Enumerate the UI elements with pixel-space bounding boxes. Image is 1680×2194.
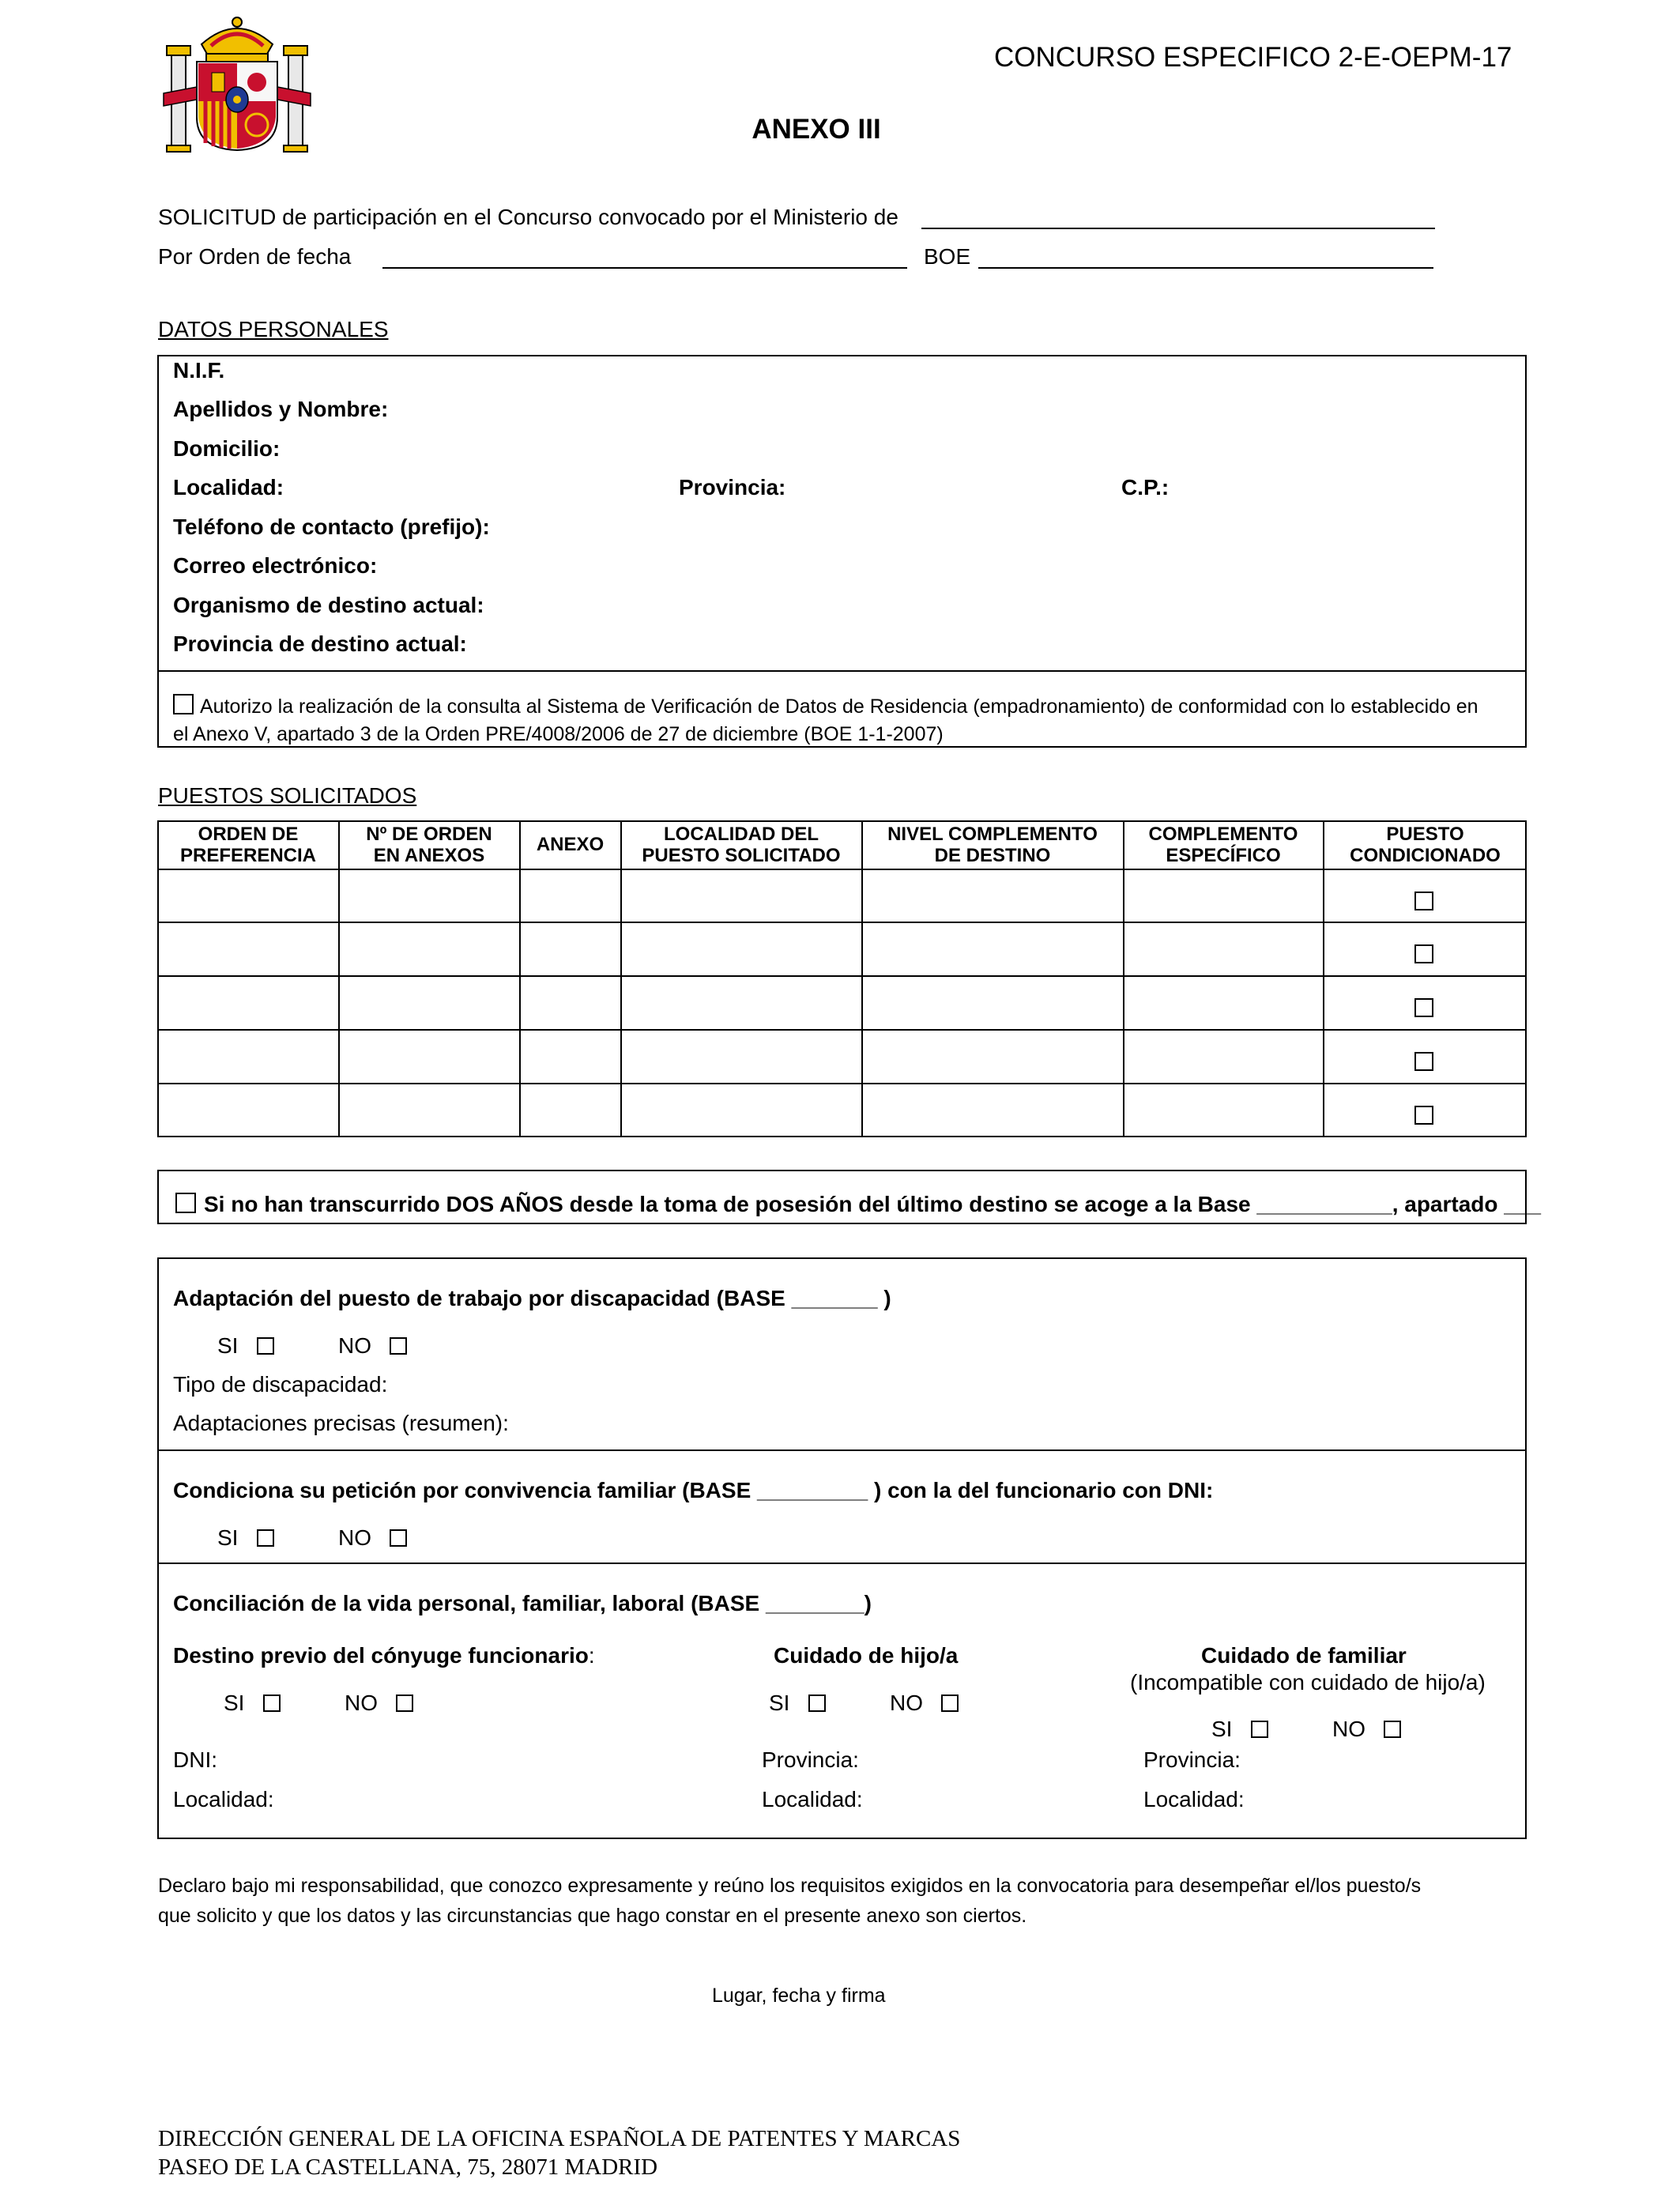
adaptacion-title: Adaptación del puesto de trabajo por discapacidad (BASE _______ ) xyxy=(173,1286,891,1310)
organismo-label: Organismo de destino actual: xyxy=(173,593,484,617)
hijo-si-checkbox[interactable] xyxy=(808,1695,826,1712)
adaptacion-divider xyxy=(157,1449,1527,1451)
familiar-si: SI xyxy=(1211,1716,1268,1743)
convivencia-title: Condiciona su petición por convivencia familiar (BASE _________ ) con la del funcionario con DNI: xyxy=(173,1478,1214,1502)
col-header-anexo: ANEXO xyxy=(536,834,605,855)
col-divider xyxy=(519,820,521,1137)
puestos-heading: PUESTOS SOLICITADOS xyxy=(158,783,417,808)
convivencia-si-checkbox[interactable] xyxy=(257,1529,274,1547)
adaptacion-no-checkbox[interactable] xyxy=(390,1337,407,1355)
boe-blank[interactable] xyxy=(978,267,1433,269)
adaptacion-si-checkbox[interactable] xyxy=(257,1337,274,1355)
hijo-title: Cuidado de hijo/a xyxy=(774,1643,959,1668)
col-header-nivel: NIVEL COMPLEMENTO DE DESTINO xyxy=(887,824,1098,866)
autorizo-checkbox[interactable] xyxy=(173,694,194,714)
condicionado-checkbox-3[interactable] xyxy=(1414,998,1433,1017)
col-divider xyxy=(620,820,622,1137)
convivencia-si: SI xyxy=(217,1525,274,1551)
provincia-destino-label: Provincia de destino actual: xyxy=(173,631,467,656)
solicitud-line xyxy=(158,204,898,231)
orden-label: Por Orden de fecha xyxy=(158,244,352,269)
col-header-numero: Nº DE ORDEN EN ANEXOS xyxy=(366,824,492,866)
adaptacion-no: NO xyxy=(338,1333,407,1359)
conyuge-si: SI xyxy=(224,1690,281,1717)
firma-label: Lugar, fecha y firma xyxy=(712,1985,886,2007)
hijo-si: SI xyxy=(769,1690,826,1717)
familiar-title: Cuidado de familiar xyxy=(1201,1643,1407,1668)
col-header-complemento: COMPLEMENTO ESPECÍFICO xyxy=(1148,824,1298,866)
autorizo-line2: el Anexo V, apartado 3 de la Orden PRE/4008/2006 de 27 de diciembre (BOE 1-1-2007) xyxy=(173,723,944,745)
footer-line2: PASEO DE LA CASTELLANA, 75, 28071 MADRID xyxy=(158,2154,658,2180)
condicionado-checkbox-4[interactable] xyxy=(1414,1052,1433,1071)
convivencia-no-checkbox[interactable] xyxy=(390,1529,407,1547)
dos-anos-checkbox[interactable] xyxy=(175,1193,196,1213)
apellidos-label: Apellidos y Nombre: xyxy=(173,397,389,421)
dos-anos-text: Si no han transcurrido DOS AÑOS desde la toma de posesión del último destino se acoge a la Base ___________, apartado ___ xyxy=(175,1191,1541,1218)
hijo-no: NO xyxy=(890,1690,959,1717)
page-title: ANEXO III xyxy=(751,114,881,145)
autorizo-text xyxy=(173,693,1478,720)
boe-label: BOE xyxy=(924,244,971,269)
solicitud-label: SOLICITUD de participación en el Concurso convocado por el Ministerio de xyxy=(158,205,898,229)
correo-label: Correo electrónico: xyxy=(173,553,378,578)
conyuge-si-checkbox[interactable] xyxy=(263,1695,281,1712)
hijo-provincia-label: Provincia: xyxy=(762,1747,859,1772)
convivencia-no: NO xyxy=(338,1525,407,1551)
datos-personales-heading: DATOS PERSONALES xyxy=(158,317,389,341)
row-divider xyxy=(157,975,1527,977)
familiar-localidad-label: Localidad: xyxy=(1143,1787,1245,1811)
adaptaciones-label: Adaptaciones precisas (resumen): xyxy=(173,1411,509,1435)
domicilio-label: Domicilio: xyxy=(173,436,281,461)
conyuge-no: NO xyxy=(345,1690,413,1717)
col-divider xyxy=(338,820,340,1137)
ministerio-blank[interactable] xyxy=(921,228,1435,229)
convivencia-divider xyxy=(157,1563,1527,1564)
hijo-no-checkbox[interactable] xyxy=(941,1695,959,1712)
footer-line1: DIRECCIÓN GENERAL DE LA OFICINA ESPAÑOLA DE PATENTES Y MARCAS xyxy=(158,2126,961,2151)
condicionado-checkbox-2[interactable] xyxy=(1414,944,1433,963)
familiar-note: (Incompatible con cuidado de hijo/a) xyxy=(1130,1670,1486,1695)
datos-divider xyxy=(157,670,1527,672)
hijo-localidad-label: Localidad: xyxy=(762,1787,863,1811)
conyuge-no-checkbox[interactable] xyxy=(396,1695,413,1712)
orden-fecha-blank[interactable] xyxy=(382,267,907,269)
familiar-no-checkbox[interactable] xyxy=(1384,1721,1401,1738)
declaracion-line2: que solicito y que los datos y las circunstancias que hago constar en el presente anexo son ciertos. xyxy=(158,1905,1027,1927)
conyuge-dni-label: DNI: xyxy=(173,1747,217,1772)
table-header-divider xyxy=(157,869,1527,870)
col-header-orden: ORDEN DE PREFERENCIA xyxy=(179,824,317,866)
adaptacion-si: SI xyxy=(217,1333,274,1359)
autorizo-line1: Autorizo la realización de la consulta al Sistema de Verificación de Datos de Residencia (empadronamiento) de conformidad con lo establecido en xyxy=(200,696,1478,718)
localidad-label: Localidad: xyxy=(173,475,284,499)
declaracion-line1: Declaro bajo mi responsabilidad, que conozco expresamente y reúno los requisitos exigidos en la convocatoria para desempeñar el/los puesto/s xyxy=(158,1875,1422,1897)
familiar-no: NO xyxy=(1332,1716,1401,1743)
conyuge-localidad-label: Localidad: xyxy=(173,1787,274,1811)
col-header-localidad: LOCALIDAD DEL PUESTO SOLICITADO xyxy=(642,824,841,866)
familiar-provincia-label: Provincia: xyxy=(1143,1747,1241,1772)
col-divider xyxy=(861,820,863,1137)
condicionado-checkbox-1[interactable] xyxy=(1414,892,1433,910)
nif-label: N.I.F. xyxy=(173,358,225,383)
doc-code: CONCURSO ESPECIFICO 2-E-OEPM-17 xyxy=(994,42,1512,73)
provincia-label: Provincia: xyxy=(679,475,786,499)
condicionado-checkbox-5[interactable] xyxy=(1414,1106,1433,1125)
cp-label: C.P.: xyxy=(1121,475,1170,499)
tipo-discapacidad-label: Tipo de discapacidad: xyxy=(173,1372,388,1397)
row-divider xyxy=(157,1083,1527,1084)
row-divider xyxy=(157,1029,1527,1031)
col-divider xyxy=(1123,820,1124,1137)
conciliacion-title: Conciliación de la vida personal, familiar, laboral (BASE ________) xyxy=(173,1591,872,1615)
familiar-si-checkbox[interactable] xyxy=(1251,1721,1268,1738)
telefono-label: Teléfono de contacto (prefijo): xyxy=(173,515,490,539)
row-divider xyxy=(157,922,1527,923)
conyuge-title: Destino previo del cónyuge funcionario: xyxy=(173,1643,595,1668)
col-divider xyxy=(1323,820,1324,1137)
col-header-condicionado: PUESTO CONDICIONADO xyxy=(1350,824,1501,866)
